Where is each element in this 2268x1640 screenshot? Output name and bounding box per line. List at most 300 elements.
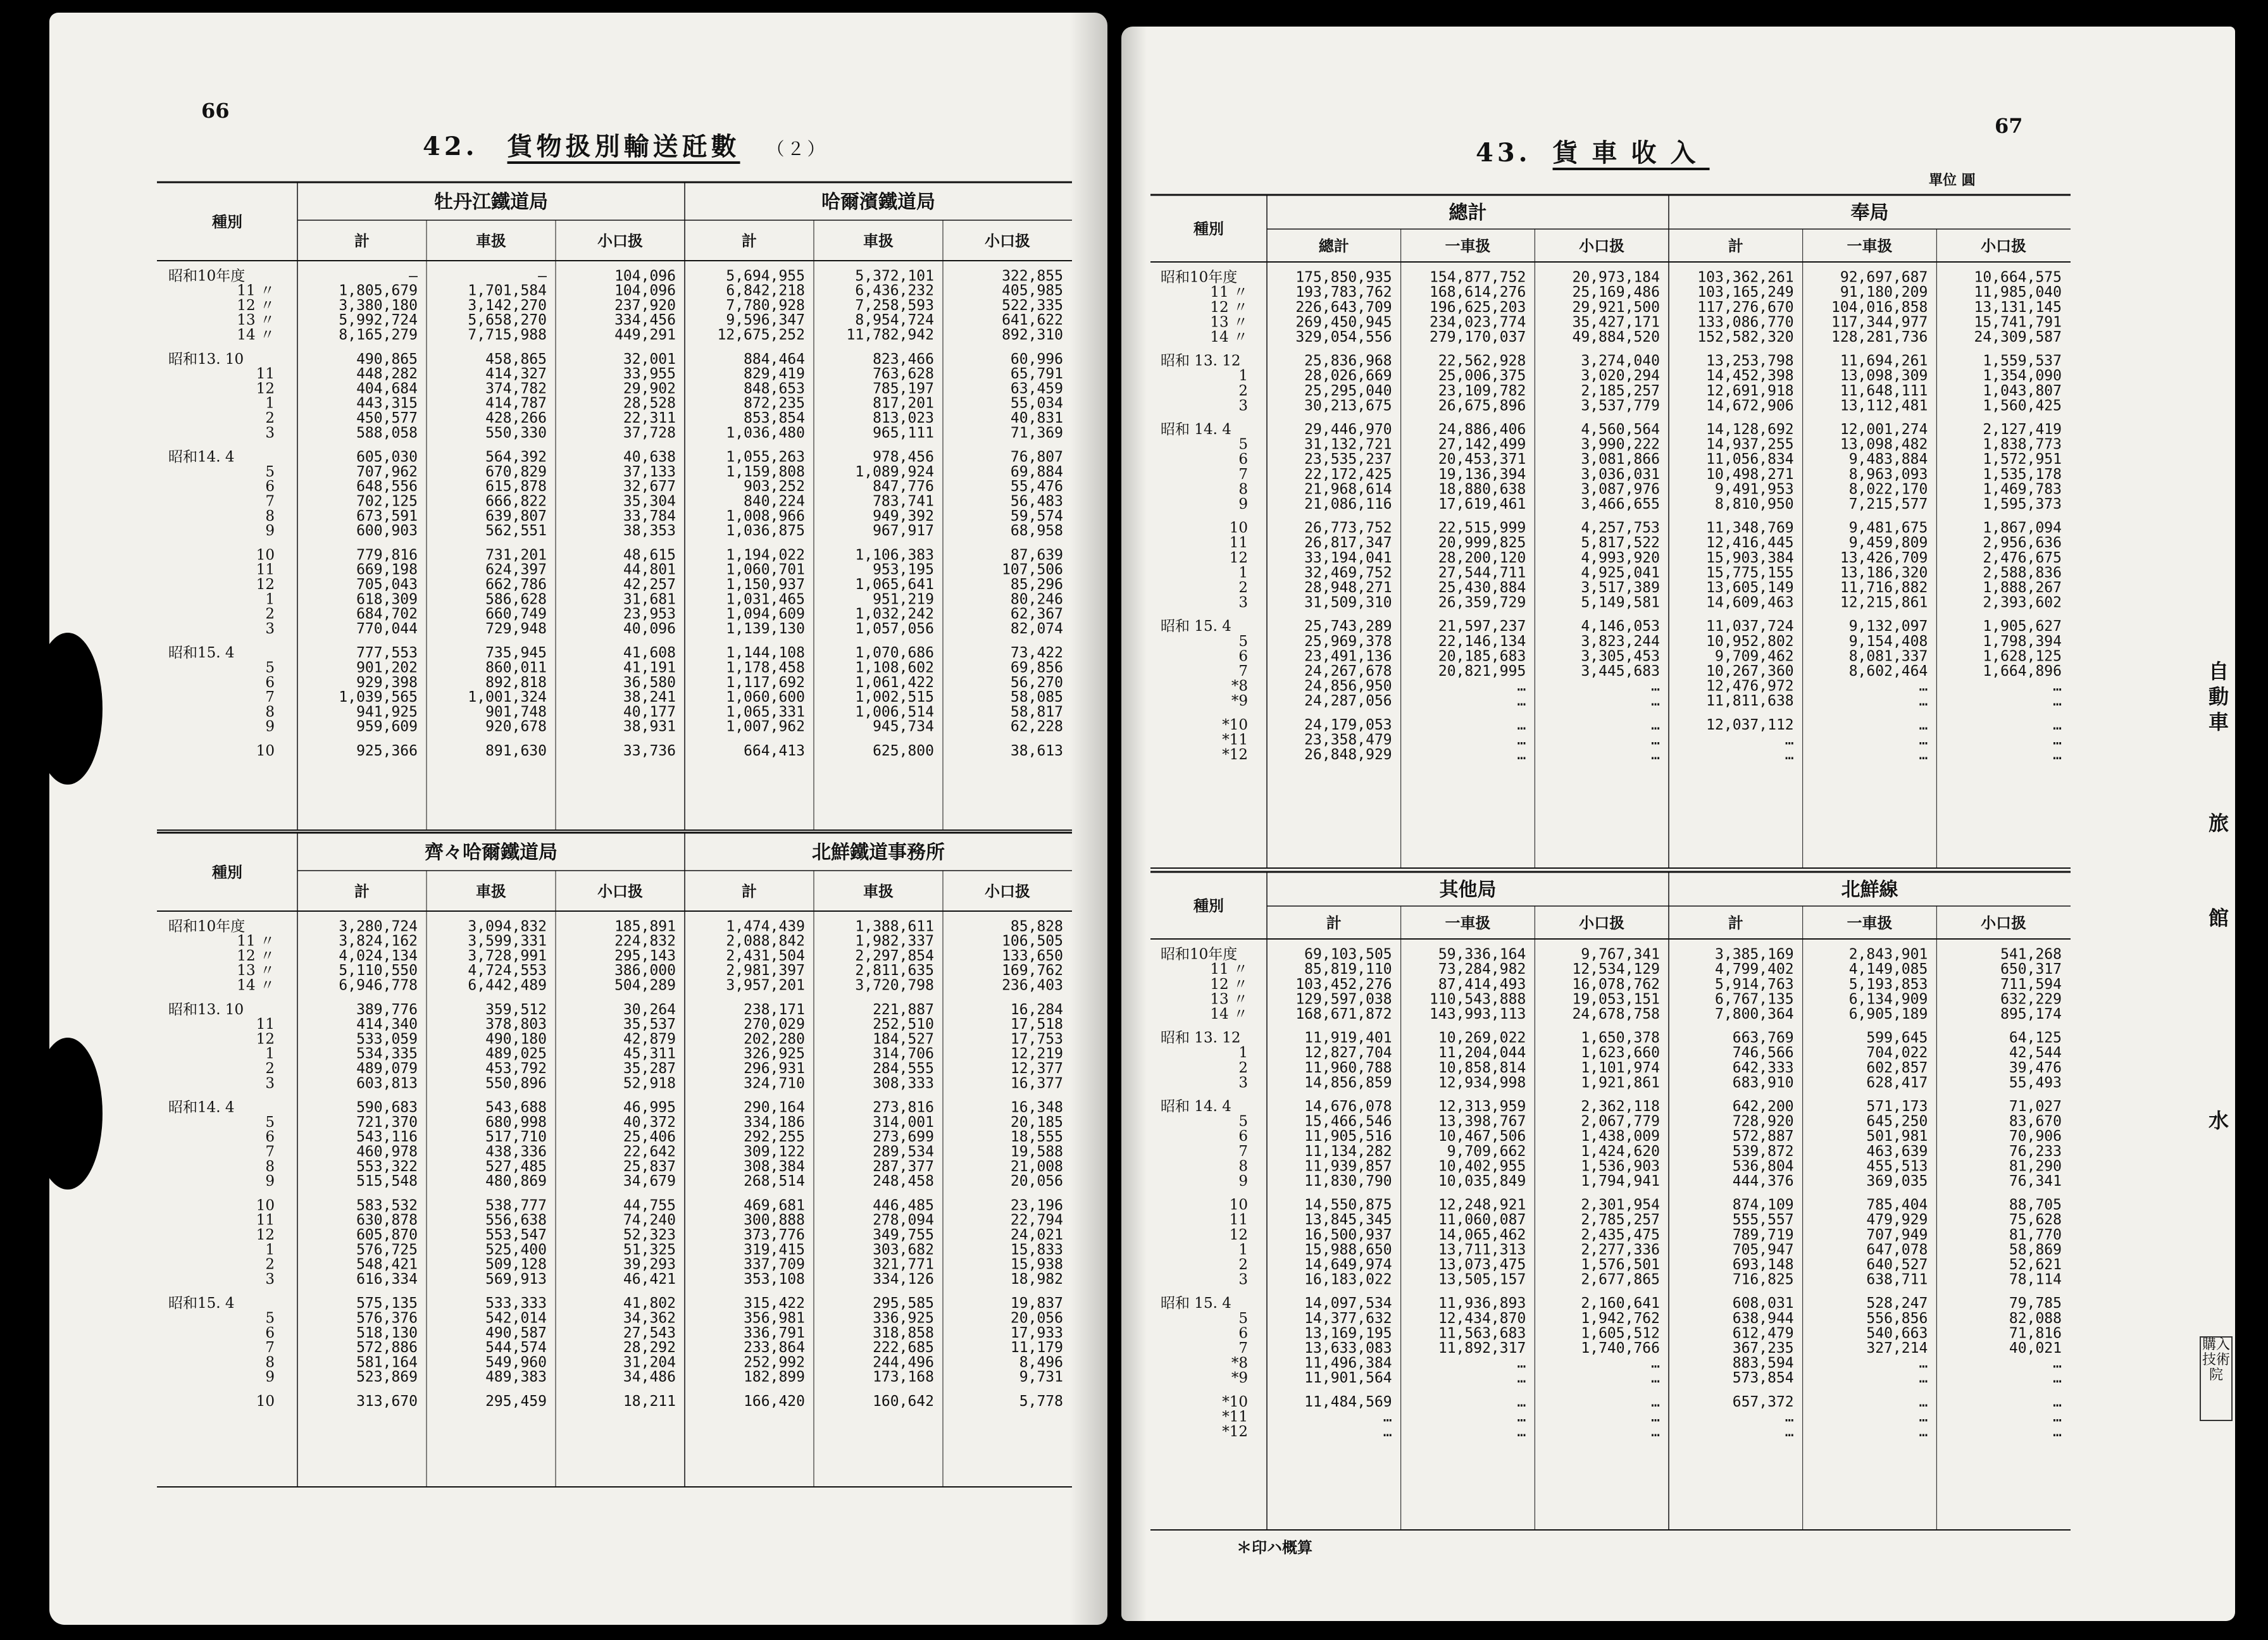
data-cell: 702,125 xyxy=(356,493,418,510)
data-cell: 32,469,752 xyxy=(1304,564,1392,581)
data-cell: 295,459 xyxy=(485,1393,547,1410)
data-cell: 1,438,009 xyxy=(1581,1128,1660,1145)
data-cell: 16,183,022 xyxy=(1304,1271,1392,1288)
data-cell: 6,767,135 xyxy=(1715,991,1794,1008)
data-cell: 12,827,704 xyxy=(1304,1045,1392,1062)
data-cell: 40,638 xyxy=(623,449,676,466)
data-cell: 273,816 xyxy=(873,1099,934,1116)
data-cell: 290,164 xyxy=(744,1099,805,1116)
data-cell: 1,006,514 xyxy=(855,704,934,721)
row-label: 3 xyxy=(265,1270,275,1288)
data-cell: 480,869 xyxy=(485,1173,547,1190)
data-cell: 501,981 xyxy=(1866,1128,1928,1145)
data-cell: 103,452,276 xyxy=(1295,976,1392,993)
data-cell: 770,044 xyxy=(356,620,418,637)
row-label: 昭和 14. 4 xyxy=(1161,421,1231,438)
data-cell: 13,098,482 xyxy=(1840,436,1928,453)
data-cell: 8,022,170 xyxy=(1848,481,1928,498)
data-cell: 3,380,180 xyxy=(339,297,418,314)
row-label: 3 xyxy=(265,620,275,637)
data-cell: 404,684 xyxy=(356,380,418,397)
data-cell: 21,968,614 xyxy=(1304,481,1392,498)
data-cell: 3,385,169 xyxy=(1715,946,1794,963)
data-cell: 18,555 xyxy=(1010,1129,1063,1146)
row-label: 8 xyxy=(265,1354,275,1371)
data-cell: 378,803 xyxy=(485,1016,547,1033)
title-suffix: （２） xyxy=(766,139,828,159)
data-cell: 56,483 xyxy=(1010,493,1063,510)
data-cell: 949,392 xyxy=(873,507,934,525)
row-label: 6 xyxy=(1238,451,1248,468)
data-cell: 63,459 xyxy=(1010,380,1063,397)
data-cell: 25,406 xyxy=(623,1129,676,1146)
data-cell: 289,534 xyxy=(873,1143,934,1160)
data-cell: 731,201 xyxy=(485,547,547,564)
row-label: 7 xyxy=(1238,466,1248,483)
data-cell: 27,544,711 xyxy=(1438,564,1526,581)
data-cell: 588,058 xyxy=(356,425,418,442)
data-cell: 556,856 xyxy=(1866,1310,1928,1327)
row-label: 11 〃 xyxy=(237,933,275,950)
data-cell: 14,550,875 xyxy=(1304,1196,1392,1214)
data-cell: 252,510 xyxy=(873,1016,934,1033)
data-cell: 1,065,331 xyxy=(726,704,805,721)
row-label: 昭和 14. 4 xyxy=(1161,1098,1231,1115)
data-cell: 7,800,364 xyxy=(1715,1006,1794,1022)
data-cell: 314,001 xyxy=(873,1114,934,1131)
data-cell: 3,537,779 xyxy=(1581,397,1660,414)
data-cell: 104,096 xyxy=(614,268,676,285)
data-cell: 2,127,419 xyxy=(1983,421,2062,438)
data-cell: 322,855 xyxy=(1002,268,1063,285)
data-cell: 5,658,270 xyxy=(468,312,547,329)
data-cell: 829,419 xyxy=(744,366,805,383)
data-cell: 586,628 xyxy=(485,591,547,608)
data-cell: 8,081,337 xyxy=(1848,648,1928,665)
data-cell: 5,914,763 xyxy=(1715,976,1794,993)
row-label: 5 xyxy=(265,1310,275,1327)
data-cell: 69,856 xyxy=(1010,659,1063,676)
column-header: 小口扱 xyxy=(985,232,1030,250)
data-cell: 1,144,108 xyxy=(726,645,805,662)
data-cell: 31,681 xyxy=(623,591,676,608)
row-label: 6 xyxy=(265,1129,275,1146)
data-cell: 14,672,906 xyxy=(1706,397,1794,414)
data-cell: 23,109,782 xyxy=(1438,382,1526,399)
data-cell: 1,060,600 xyxy=(726,689,805,706)
data-cell: 12,534,129 xyxy=(1572,961,1660,978)
row-label: 6 xyxy=(1238,648,1248,665)
data-cell: 103,165,249 xyxy=(1697,284,1794,301)
column-header: 計 xyxy=(354,232,370,250)
data-cell: 892,310 xyxy=(1002,326,1063,344)
data-cell: 319,415 xyxy=(744,1241,805,1258)
data-cell: 680,998 xyxy=(485,1114,547,1131)
data-cell: 8,496 xyxy=(1019,1354,1063,1371)
row-label: 12 〃 xyxy=(1210,976,1248,993)
data-cell: 24,856,950 xyxy=(1304,678,1392,695)
data-cell: … xyxy=(2053,1370,2062,1387)
data-cell: 83,670 xyxy=(2009,1113,2062,1130)
data-cell: 324,710 xyxy=(744,1075,805,1092)
row-label: 13 〃 xyxy=(237,312,275,329)
data-cell: 15,833 xyxy=(1010,1241,1063,1258)
data-cell: 29,921,500 xyxy=(1572,299,1660,316)
data-cell: 9,481,675 xyxy=(1848,519,1928,537)
right-page xyxy=(1121,27,2235,1621)
row-label: 9 xyxy=(265,1173,275,1190)
data-cell: 8,602,464 xyxy=(1848,663,1928,680)
data-cell: 705,947 xyxy=(1732,1241,1794,1258)
data-cell: 14,452,398 xyxy=(1706,368,1794,385)
data-cell: 24,267,678 xyxy=(1304,663,1392,680)
data-cell: 336,791 xyxy=(744,1324,805,1341)
data-cell: 490,180 xyxy=(485,1031,547,1048)
data-cell: 9,709,662 xyxy=(1447,1143,1526,1160)
data-cell: 5,778 xyxy=(1019,1393,1063,1410)
data-cell: 13,426,709 xyxy=(1840,549,1928,566)
row-label: 8 xyxy=(1238,481,1248,498)
data-cell: 959,609 xyxy=(356,718,418,735)
data-cell: … xyxy=(1919,693,1928,710)
data-cell: 2,981,397 xyxy=(726,962,805,979)
data-cell: 2,277,336 xyxy=(1581,1241,1660,1258)
data-cell: 3,094,832 xyxy=(468,918,547,935)
row-label: 昭和15. 4 xyxy=(168,645,235,662)
data-cell: 489,079 xyxy=(356,1060,418,1077)
row-label: 昭和10年度 xyxy=(168,918,246,935)
data-cell: 941,925 xyxy=(356,704,418,721)
data-cell: 1,150,937 xyxy=(726,576,805,593)
row-label: *9 xyxy=(1231,693,1248,710)
data-cell: 14,128,692 xyxy=(1706,421,1794,438)
data-cell: 31,204 xyxy=(623,1354,676,1371)
data-cell: 640,527 xyxy=(1866,1257,1928,1273)
data-cell: 20,999,825 xyxy=(1438,535,1526,552)
data-cell: 1,559,537 xyxy=(1983,352,2062,370)
data-cell: … xyxy=(2053,1424,2062,1440)
row-label: 5 xyxy=(265,659,275,676)
data-cell: 6,946,778 xyxy=(339,977,418,994)
data-cell: … xyxy=(2053,1355,2062,1372)
data-cell: 81,770 xyxy=(2009,1226,2062,1243)
row-label: 6 xyxy=(1238,1128,1248,1145)
row-label: 昭和14. 4 xyxy=(168,449,235,466)
data-cell: 73,284,982 xyxy=(1438,961,1526,978)
data-cell: 892,818 xyxy=(485,674,547,691)
data-cell: 315,422 xyxy=(744,1295,805,1312)
data-cell: 1,101,974 xyxy=(1581,1059,1660,1076)
data-cell: 73,422 xyxy=(1010,645,1063,662)
data-cell: 19,837 xyxy=(1010,1295,1063,1312)
group-header: 其他局 xyxy=(1439,879,1497,901)
data-cell: 662,786 xyxy=(485,576,547,593)
row-label: 昭和 13. 12 xyxy=(1161,1029,1241,1047)
row-label: 2 xyxy=(1238,382,1248,399)
data-cell: 273,699 xyxy=(873,1129,934,1146)
data-cell: 1,007,962 xyxy=(726,718,805,735)
data-cell: 1,043,807 xyxy=(1983,382,2062,399)
data-cell: 616,334 xyxy=(356,1270,418,1288)
data-cell: 19,053,151 xyxy=(1572,991,1660,1008)
data-cell: 11,060,087 xyxy=(1438,1212,1526,1229)
data-cell: 11,960,788 xyxy=(1304,1059,1392,1076)
data-cell: 26,675,896 xyxy=(1438,397,1526,414)
data-cell: 336,925 xyxy=(873,1310,934,1327)
data-cell: 2,588,836 xyxy=(1983,564,2062,581)
data-cell: 7,258,593 xyxy=(855,297,934,314)
data-cell: 9,483,884 xyxy=(1848,451,1928,468)
data-cell: 11,901,564 xyxy=(1304,1370,1392,1387)
data-cell: 573,854 xyxy=(1732,1370,1794,1387)
data-cell: 85,296 xyxy=(1010,576,1063,593)
data-cell: 85,828 xyxy=(1010,918,1063,935)
data-cell: 11,830,790 xyxy=(1304,1173,1392,1190)
row-label: *10 xyxy=(1222,1393,1248,1410)
data-cell: 22,515,999 xyxy=(1438,519,1526,537)
row-label: 11 xyxy=(256,1016,275,1033)
data-cell: 489,383 xyxy=(485,1369,547,1386)
data-cell: 11,056,834 xyxy=(1706,451,1794,468)
data-cell: 244,496 xyxy=(873,1354,934,1371)
data-cell: 92,697,687 xyxy=(1840,269,1928,286)
data-cell: 13,845,345 xyxy=(1304,1212,1392,1229)
data-cell: 309,122 xyxy=(744,1143,805,1160)
group-header: 哈爾濱鐵道局 xyxy=(821,191,935,213)
data-cell: 4,925,041 xyxy=(1581,564,1660,581)
column-header: 小口扱 xyxy=(1579,914,1625,932)
data-cell: 16,348 xyxy=(1010,1099,1063,1116)
data-cell: 14,065,462 xyxy=(1438,1226,1526,1243)
data-cell: 642,333 xyxy=(1732,1059,1794,1076)
row-label: 7 xyxy=(265,493,275,510)
data-cell: 13,186,320 xyxy=(1840,564,1928,581)
data-cell: 76,233 xyxy=(2009,1143,2062,1160)
data-cell: 334,186 xyxy=(744,1114,805,1131)
data-cell: … xyxy=(1919,1408,1928,1426)
data-cell: 78,114 xyxy=(2009,1271,2062,1288)
data-cell: 359,512 xyxy=(485,1001,547,1018)
column-header: 計 xyxy=(354,882,370,900)
row-label: 11 xyxy=(1229,1212,1248,1229)
data-cell: 884,464 xyxy=(744,351,805,368)
data-cell: 48,615 xyxy=(623,547,676,564)
data-cell: 1,194,022 xyxy=(726,547,805,564)
data-cell: 11,348,769 xyxy=(1706,519,1794,537)
data-cell: 46,421 xyxy=(623,1270,676,1288)
data-cell: 28,948,271 xyxy=(1304,580,1392,596)
data-cell: 583,532 xyxy=(356,1197,418,1214)
data-cell: 683,910 xyxy=(1732,1074,1794,1091)
data-cell: 334,456 xyxy=(614,312,676,329)
data-cell: … xyxy=(1785,747,1794,763)
library-stamp: 購入技術院 xyxy=(2200,1336,2233,1421)
data-cell: 40,372 xyxy=(623,1114,676,1131)
row-label: 5 xyxy=(1238,633,1248,650)
data-cell: 605,870 xyxy=(356,1227,418,1243)
data-cell: 23,491,136 xyxy=(1304,648,1392,665)
data-cell: 295,143 xyxy=(614,947,676,964)
data-cell: 1,424,620 xyxy=(1581,1143,1660,1160)
row-label: 9 xyxy=(265,1369,275,1386)
data-cell: 71,816 xyxy=(2009,1325,2062,1342)
row-label: 12 xyxy=(1229,549,1248,566)
data-cell: 28,528 xyxy=(623,395,676,412)
data-cell: 779,816 xyxy=(356,547,418,564)
data-cell: 6,442,489 xyxy=(468,977,547,994)
data-cell: 106,505 xyxy=(1002,933,1063,950)
data-cell: 42,544 xyxy=(2009,1045,2062,1062)
data-cell: 945,734 xyxy=(873,718,934,735)
data-cell: 1,664,896 xyxy=(1983,663,2062,680)
data-cell: 29,902 xyxy=(623,380,676,397)
data-cell: 3,274,040 xyxy=(1581,352,1660,370)
data-cell: 11,782,942 xyxy=(846,326,934,344)
data-cell: 160,642 xyxy=(873,1393,934,1410)
row-label: 7 xyxy=(1238,663,1248,680)
data-cell: 24,287,056 xyxy=(1304,693,1392,710)
data-cell: 308,384 xyxy=(744,1158,805,1175)
data-cell: 1,065,641 xyxy=(855,576,934,593)
data-cell: 16,284 xyxy=(1010,1001,1063,1018)
data-cell: 15,988,650 xyxy=(1304,1241,1392,1258)
data-cell: 823,466 xyxy=(873,351,934,368)
data-cell: 9,731 xyxy=(1019,1369,1063,1386)
data-cell: 528,247 xyxy=(1866,1295,1928,1312)
row-label: 2 xyxy=(1238,1257,1248,1273)
data-cell: 460,978 xyxy=(356,1143,418,1160)
data-cell: 4,799,402 xyxy=(1715,961,1794,978)
data-cell: 1,388,611 xyxy=(855,918,934,935)
data-cell: 453,792 xyxy=(485,1060,547,1077)
data-cell: 600,903 xyxy=(356,523,418,540)
data-cell: 469,681 xyxy=(744,1197,805,1214)
data-cell: … xyxy=(2053,716,2062,733)
row-label: 7 xyxy=(1238,1340,1248,1357)
data-cell: 31,132,721 xyxy=(1304,436,1392,453)
data-cell: 79,785 xyxy=(2009,1295,2062,1312)
data-cell: 5,110,550 xyxy=(339,962,418,979)
data-cell: 49,884,520 xyxy=(1572,329,1660,345)
side-text-5: 館 xyxy=(2208,906,2229,930)
data-cell: 22,146,134 xyxy=(1438,633,1526,650)
row-label: 昭和 15. 4 xyxy=(1161,1295,1231,1312)
data-cell: 233,864 xyxy=(744,1339,805,1357)
data-cell: 20,185,683 xyxy=(1438,648,1526,665)
data-cell: 1,560,425 xyxy=(1983,397,2062,414)
data-cell: 76,807 xyxy=(1010,449,1063,466)
data-cell: 18,982 xyxy=(1010,1270,1063,1288)
data-cell: 23,358,479 xyxy=(1304,731,1392,749)
data-cell: 18,211 xyxy=(623,1393,676,1410)
data-cell: 4,993,920 xyxy=(1581,549,1660,566)
data-cell: 1,108,602 xyxy=(855,659,934,676)
data-cell: 166,420 xyxy=(744,1393,805,1410)
data-cell: 13,253,798 xyxy=(1706,352,1794,370)
footnote: ＊印ハ概算 xyxy=(1237,1538,1312,1556)
data-cell: 1,888,267 xyxy=(1983,580,2062,596)
data-cell: 536,804 xyxy=(1732,1158,1794,1175)
data-cell: 1,061,422 xyxy=(855,674,934,691)
side-text-1: 自 xyxy=(2208,659,2229,683)
data-cell: … xyxy=(1919,716,1928,733)
data-cell: 603,813 xyxy=(356,1075,418,1092)
data-cell: 707,949 xyxy=(1866,1226,1928,1243)
data-cell: 8,810,950 xyxy=(1715,496,1794,512)
data-cell: 11,496,384 xyxy=(1304,1355,1392,1372)
row-label: *8 xyxy=(1231,678,1248,695)
data-cell: 44,801 xyxy=(623,561,676,578)
data-cell: 11,204,044 xyxy=(1438,1045,1526,1062)
binding-hole xyxy=(33,633,103,785)
data-cell: 104,096 xyxy=(614,282,676,299)
data-cell: 184,527 xyxy=(873,1031,934,1048)
data-cell: 1,982,337 xyxy=(855,933,934,950)
data-cell: 313,670 xyxy=(356,1393,418,1410)
data-cell: … xyxy=(1517,1393,1526,1410)
data-cell: 533,333 xyxy=(485,1295,547,1312)
data-cell: 1,106,383 xyxy=(855,547,934,564)
data-cell: 13,711,313 xyxy=(1438,1241,1526,1258)
data-cell: 64,125 xyxy=(2009,1029,2062,1047)
data-cell: 21,086,116 xyxy=(1304,496,1392,512)
data-cell: 19,136,394 xyxy=(1438,466,1526,483)
column-header: 小口扱 xyxy=(985,882,1030,900)
data-cell: 26,773,752 xyxy=(1304,519,1392,537)
data-cell: 237,920 xyxy=(614,297,676,314)
group-header: 總計 xyxy=(1449,202,1487,224)
data-cell: 12,934,998 xyxy=(1438,1074,1526,1091)
data-cell: 62,367 xyxy=(1010,606,1063,623)
data-cell: 133,086,770 xyxy=(1697,314,1794,331)
data-cell: 479,929 xyxy=(1866,1212,1928,1229)
data-cell: 569,913 xyxy=(485,1270,547,1288)
data-cell: 8,954,724 xyxy=(855,312,934,329)
data-cell: 721,370 xyxy=(356,1114,418,1131)
row-label: 9 xyxy=(1238,496,1248,512)
row-label: 12 xyxy=(256,1031,275,1048)
data-cell: 3,280,724 xyxy=(339,918,418,935)
row-label: 9 xyxy=(1238,1173,1248,1190)
data-cell: 6,134,909 xyxy=(1848,991,1928,1008)
data-cell: 562,551 xyxy=(485,523,547,540)
row-label: 10 xyxy=(256,1197,275,1214)
row-label: 7 xyxy=(265,1339,275,1357)
row-label: 11 xyxy=(256,561,275,578)
data-cell: 25,295,040 xyxy=(1304,382,1392,399)
data-cell: 196,625,203 xyxy=(1430,299,1526,316)
data-cell: 544,574 xyxy=(485,1339,547,1357)
data-cell: 663,769 xyxy=(1732,1029,1794,1047)
data-cell: 572,887 xyxy=(1732,1128,1794,1145)
data-cell: 74,240 xyxy=(623,1212,676,1229)
data-cell: … xyxy=(1919,1424,1928,1440)
data-cell: 36,580 xyxy=(623,674,676,691)
data-cell: … xyxy=(1517,678,1526,695)
data-cell: 555,557 xyxy=(1732,1212,1794,1229)
unit-label: 單位 圓 xyxy=(1929,172,1976,189)
binding-hole xyxy=(33,1038,103,1190)
data-cell: 133,650 xyxy=(1002,947,1063,964)
data-cell: … xyxy=(2053,731,2062,749)
row-label: 14 〃 xyxy=(237,326,275,344)
column-header: 總計 xyxy=(1318,237,1349,255)
data-cell: … xyxy=(1651,731,1660,749)
row-label: 9 xyxy=(265,718,275,735)
data-cell: 12,313,959 xyxy=(1438,1098,1526,1115)
data-cell: 91,180,209 xyxy=(1840,284,1928,301)
data-cell: 1,605,512 xyxy=(1581,1325,1660,1342)
